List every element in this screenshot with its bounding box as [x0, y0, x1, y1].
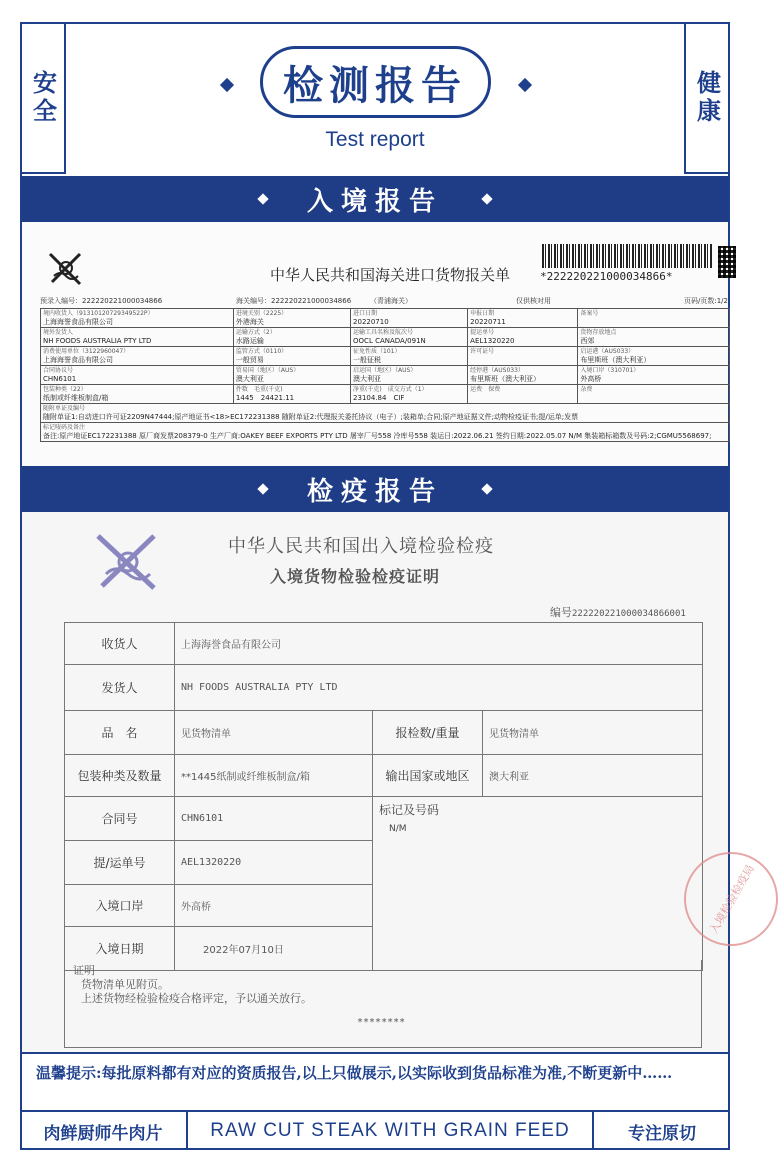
cert-date-label: 入境日期 [65, 927, 175, 971]
certificate-table [64, 622, 703, 971]
decl-net-deal: 净重(千克) 成交方式（1） 23104.84 CIF [351, 385, 468, 404]
quarantine-certificate [22, 512, 757, 1052]
verify-note: 仅供核对用 [516, 297, 551, 305]
barcode-text: *222220221000034866* [540, 270, 673, 283]
footer-tagline: 专注原切 [592, 1112, 730, 1150]
cert-pack-value: **1445纸制或纤维板制盒/箱 [175, 755, 373, 797]
decl-remarks: 标记唛码及备注 备注:原产地证EC172231388 原厂商发票208379-0 生产厂商:OAKEY BEEF EXPORTS PTY LTD 屠宰厂号558 冷库号558 装运日:2022.06.21 签约日期:2022.05.07 N/M 集装箱标箱数及号码:2;CGMU5568697; [41, 423, 730, 442]
cert-pack-label: 包装种类及数量 [65, 755, 175, 797]
customs-declaration [22, 222, 728, 466]
cert-date-value: 2022年07月10日 [175, 927, 373, 971]
page-title: 检测报告 [260, 46, 491, 118]
declaration-title: 中华人民共和国海关进口货物报关单 [270, 266, 511, 284]
decl-declare-date: 申报日期 20220711 [468, 309, 578, 328]
footer-bar [20, 1110, 730, 1150]
customs-name: （青浦海关） [370, 297, 412, 305]
declaration-table [40, 308, 730, 442]
inspection-emblem-icon [88, 526, 168, 596]
decl-entry-port: 进境关别（2225） 外港海关 [233, 309, 350, 328]
footer-brand: 肉鲜厨师牛肉片 [20, 1112, 188, 1150]
decl-docs: 随附单证及编号 随附单证1:自动进口许可证2209N47444;原产地证书<18>EC172231388 随附单证2:代理报关委托协议（电子）;装箱单;合同;原产地证据文件;动物检疫证书;提/运单;发票 [41, 404, 730, 423]
decl-dep-port: 启运港（AUS033） 布里斯班（澳大利亚） [578, 347, 730, 366]
cert-bill-label: 提/运单号 [65, 841, 175, 885]
barcode [542, 244, 712, 268]
section-band-entry [22, 176, 728, 222]
cert-proof-label: 证明 [73, 964, 95, 977]
decl-entry-place: 入境口岸（310701） 外高桥 [578, 366, 730, 385]
decl-storage: 货物存放地点 西郊 [578, 328, 730, 347]
section-title-entry: 入境报告 [306, 186, 443, 217]
cert-port-label: 入境口岸 [65, 885, 175, 927]
cert-consignee-label: 收货人 [65, 623, 175, 665]
decl-consignee: 境内收货人（91310120729349522P） 上海海誉食品有限公司 [41, 309, 234, 328]
decl-freight-insurance: 运费 保费 [468, 385, 578, 404]
section-band-quarantine [22, 466, 728, 512]
band-diamond-icon [481, 193, 492, 204]
page-count: 页码/页数:1/2 [684, 297, 728, 305]
decl-vessel: 运输工具名称及航次号 OOCL CANADA/091N [351, 328, 468, 347]
decl-trade-mode: 监管方式（0110） 一般贸易 [233, 347, 350, 366]
cert-qty-value: 见货物清单 [483, 711, 703, 755]
cert-contract-value: CHN6101 [175, 797, 373, 841]
cert-consignee-value: 上海海誉食品有限公司 [175, 623, 703, 665]
decl-contract: 合同协议号 CHN6101 [41, 366, 234, 385]
cert-shipper-value: NH FOODS AUSTRALIA PTY LTD [175, 665, 703, 711]
decl-pack: 包装种类（22） 纸制或纤维板制盒/箱 [41, 385, 234, 404]
decl-tax: 征免性质（101） 一般征税 [351, 347, 468, 366]
decl-license: 许可证号 [468, 347, 578, 366]
cert-contract-label: 合同号 [65, 797, 175, 841]
side-label-left: 安全 [20, 22, 66, 174]
certificate-subtitle: 入境货物检验检疫证明 [270, 567, 441, 586]
customs-emblem-icon [44, 246, 88, 290]
decl-trade-country: 贸易国（地区）（AUS） 澳大利亚 [233, 366, 350, 385]
side-label-right: 健康 [684, 22, 730, 174]
cert-proof-line1: 货物清单见附页。 [81, 978, 169, 991]
cert-country-value: 澳大利亚 [483, 755, 703, 797]
decl-via-port: 经停港（AUS033） 布里斯班（澳大利亚） [468, 366, 578, 385]
decl-transport: 运输方式（2） 水路运输 [233, 328, 350, 347]
decl-pieces-gross: 件数 毛重(千克) 1445 24421.11 [233, 385, 350, 404]
cert-goods-value: 见货物清单 [175, 711, 373, 755]
section-title-quarantine: 检疫报告 [306, 476, 443, 507]
notice-text: 温馨提示:每批原料都有对应的资质报告,以上只做展示,以实际收到货品标准为准,不断更新中…… [22, 1052, 728, 1110]
footer-slogan: RAW CUT STEAK WITH GRAIN FEED [210, 1120, 570, 1141]
cert-stars: ******** [357, 1017, 406, 1028]
cert-goods-label: 品 名 [65, 711, 175, 755]
decl-shipper: 境外发货人 NH FOODS AUSTRALIA PTY LTD [41, 328, 234, 347]
decl-record-no: 备案号 [578, 309, 730, 328]
cert-marks-label: 标记及号码 [379, 803, 440, 817]
certificate-title: 中华人民共和国出入境检验检疫 [228, 536, 494, 557]
cert-bill-value: AEL1320220 [175, 841, 373, 885]
cert-port-value: 外高桥 [175, 885, 373, 927]
certificate-number: 编号222220221000034866001 [550, 606, 686, 619]
cert-marks [373, 797, 703, 971]
decl-origin-country: 启运国（地区）（AUS） 澳大利亚 [351, 366, 468, 385]
page-subtitle: Test report [325, 128, 425, 151]
official-stamp [684, 852, 778, 946]
pre-entry-no: 预录入编号：222220221000034866 [40, 297, 163, 305]
cert-qty-label: 报检数/重量 [373, 711, 483, 755]
decl-misc: 杂费 [578, 385, 730, 404]
cert-marks-value: N/M [389, 824, 407, 834]
band-diamond-icon [257, 483, 268, 494]
decl-user: 消费使用单位（3122960047） 上海海誉食品有限公司 [41, 347, 234, 366]
band-diamond-icon [257, 193, 268, 204]
cert-shipper-label: 发货人 [65, 665, 175, 711]
title-badge [220, 46, 530, 118]
decl-bill: 提运单号 AEL1320220 [468, 328, 578, 347]
customs-no: 海关编号：222220221000034866 [236, 297, 352, 305]
cert-country-label: 输出国家或地区 [373, 755, 483, 797]
cert-proof [64, 960, 702, 1048]
qr-code-icon [718, 246, 736, 278]
decl-import-date: 进口日期 20220710 [351, 309, 468, 328]
cert-proof-line2: 上述货物经检验检疫合格评定，予以通关放行。 [81, 992, 312, 1005]
band-diamond-icon [481, 483, 492, 494]
stamp-text: 入境检验检疫局 [706, 862, 757, 936]
